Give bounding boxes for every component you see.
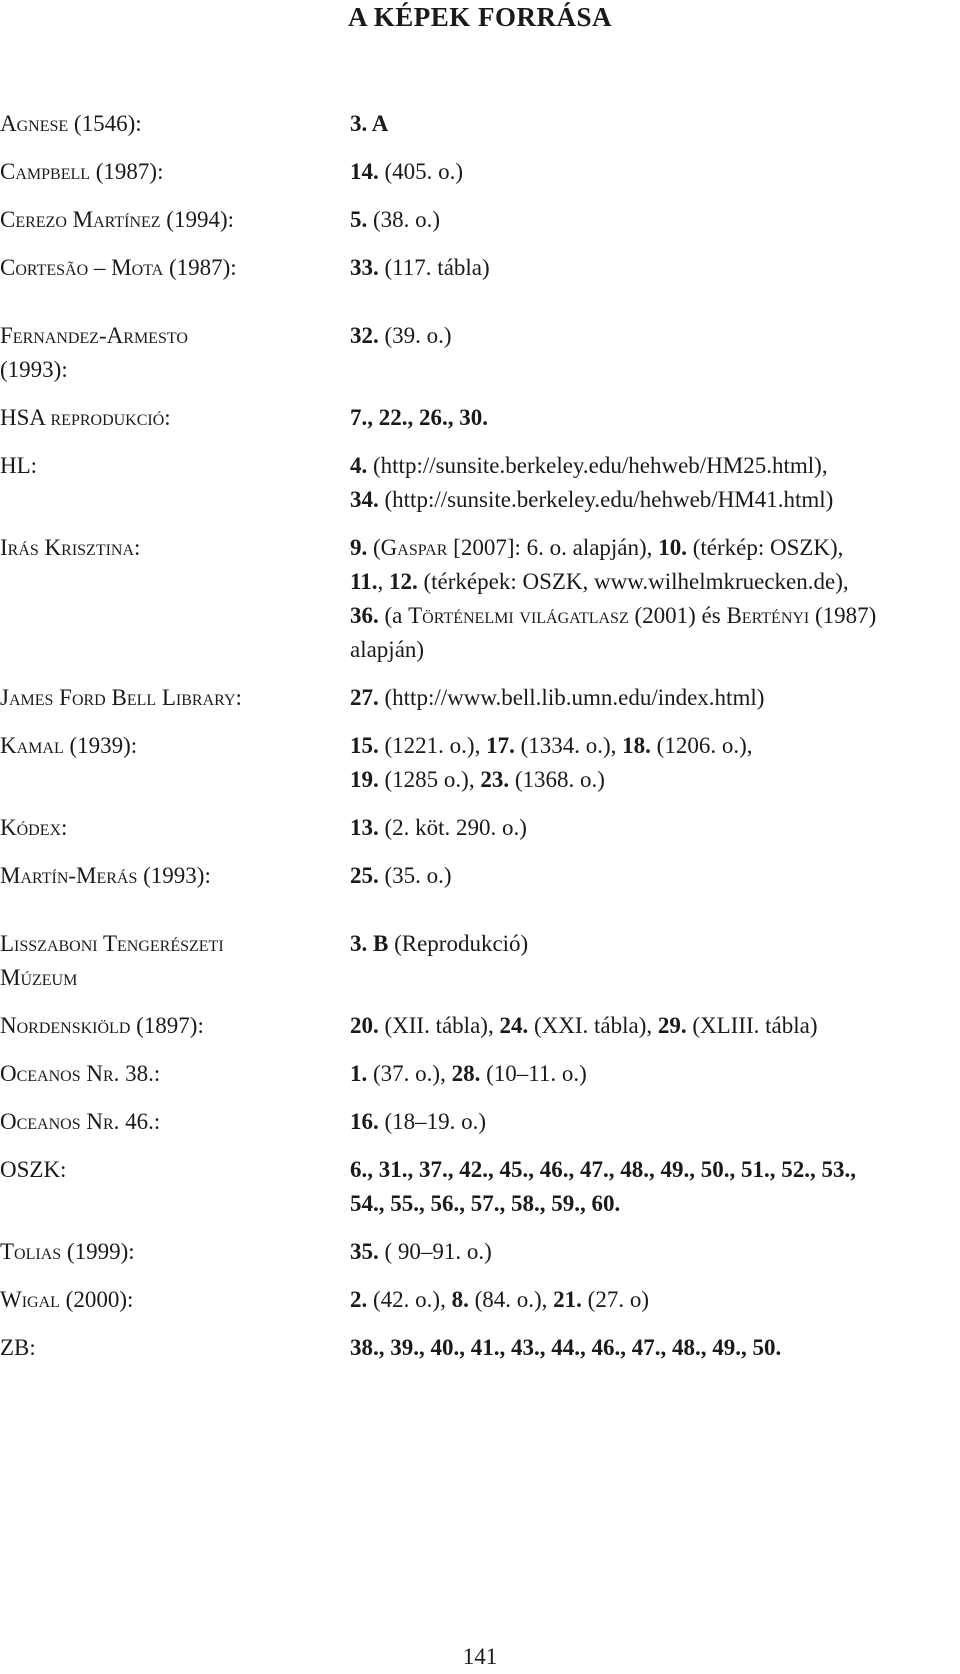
reference-line — [350, 1009, 910, 1043]
figure-references — [350, 107, 910, 141]
source-entry — [0, 729, 960, 797]
figure-number: 2. — [350, 1287, 368, 1312]
source-entry — [0, 1009, 960, 1043]
source-name-line: Múzeum — [0, 965, 78, 990]
figure-number: 24. — [499, 1013, 529, 1038]
reference-line — [350, 155, 910, 189]
reference-text: [2007]: 6. o. alapján), — [447, 535, 659, 560]
figure-references — [350, 1283, 910, 1317]
figure-number: 3. A — [350, 111, 389, 136]
source-name-line: Oceanos Nr. 38.: — [0, 1061, 161, 1086]
source-name — [0, 681, 340, 715]
source-entry — [0, 1057, 960, 1091]
reference-line — [350, 1153, 910, 1187]
figure-number: 13. — [350, 815, 379, 840]
source-name — [0, 449, 340, 483]
source-entry — [0, 449, 960, 517]
figure-number: 1. — [350, 1061, 368, 1086]
reference-text: (117. tábla) — [378, 255, 490, 280]
reference-line — [350, 107, 910, 141]
source-name-line: Martín-Merás (1993): — [0, 863, 211, 888]
source-name — [0, 1331, 340, 1365]
reference-line — [350, 1283, 910, 1317]
source-entry — [0, 319, 960, 387]
reference-text: (http://sunsite.berkeley.edu/hehweb/HM41.html) — [378, 487, 834, 512]
figure-number: 17. — [486, 733, 515, 758]
source-name — [0, 859, 340, 893]
reference-text: ( 90–91. o.) — [378, 1239, 492, 1264]
reference-line — [350, 633, 910, 667]
figure-references — [350, 1331, 910, 1365]
figure-references — [350, 401, 910, 435]
reference-line — [350, 483, 910, 517]
reference-text: (1206. o.), — [650, 733, 753, 758]
figure-number: 36. — [350, 603, 379, 628]
source-name-line: ZB: — [0, 1335, 36, 1360]
reference-text: (a — [378, 603, 409, 628]
figure-references — [350, 319, 910, 353]
source-name — [0, 251, 340, 285]
source-entry — [0, 1331, 960, 1365]
reference-line — [350, 927, 910, 961]
source-name-line: Kamal (1939): — [0, 733, 138, 758]
source-name — [0, 1057, 340, 1091]
page-title: A KÉPEK FORRÁSA — [347, 2, 613, 32]
figure-number: 33. — [350, 255, 379, 280]
reference-text: (1368. o.) — [509, 767, 605, 792]
figure-references — [350, 1057, 910, 1091]
reference-text: (38. o.) — [367, 207, 441, 232]
source-name-line: HL: — [0, 453, 38, 478]
source-name-line: Agnese (1546): — [0, 111, 142, 136]
reference-text: (27. o) — [581, 1287, 649, 1312]
source-name — [0, 1283, 340, 1317]
source-name — [0, 531, 340, 565]
reference-line — [350, 449, 910, 483]
reference-text: (XLIII. tábla) — [686, 1013, 818, 1038]
reference-line — [350, 763, 910, 797]
figure-number: 11. — [350, 569, 378, 594]
figure-references — [350, 729, 910, 797]
source-entry — [0, 1153, 960, 1221]
source-entry — [0, 531, 960, 667]
figure-number: 16. — [350, 1109, 379, 1134]
figure-number: 9. — [350, 535, 368, 560]
reference-text: (http://www.bell.lib.umn.edu/index.html) — [378, 685, 765, 710]
reference-text: (10–11. o.) — [480, 1061, 587, 1086]
source-name-line: Wigal (2000): — [0, 1287, 134, 1312]
source-name — [0, 927, 340, 995]
figure-references — [350, 449, 910, 517]
source-entry — [0, 927, 960, 995]
source-name — [0, 1009, 340, 1043]
reference-text: (42. o.), — [367, 1287, 452, 1312]
source-name — [0, 401, 340, 435]
figure-references — [350, 1009, 910, 1043]
source-name-line: Kódex: — [0, 815, 68, 840]
figure-number: 19. — [350, 767, 379, 792]
source-entry — [0, 155, 960, 189]
figure-number: 4. — [350, 453, 368, 478]
reference-text: (XII. tábla), — [378, 1013, 500, 1038]
reference-text: (térképek: OSZK, www.wilhelmkruecken.de), — [417, 569, 849, 594]
figure-number: 18. — [622, 733, 651, 758]
figure-number: 5. — [350, 207, 368, 232]
source-name — [0, 155, 340, 189]
reference-text: (2001) és — [628, 603, 727, 628]
figure-number: 29. — [657, 1013, 687, 1038]
reference-text: ( — [367, 535, 381, 560]
source-name-line: James Ford Bell Library: — [0, 685, 242, 710]
source-entry — [0, 107, 960, 141]
reference-line — [350, 251, 910, 285]
reference-line — [350, 319, 910, 353]
reference-text: (39. o.) — [378, 323, 452, 348]
source-name-line: Oceanos Nr. 46.: — [0, 1109, 161, 1134]
page-number: 141 — [462, 1644, 498, 1669]
reference-line — [350, 1187, 910, 1221]
source-entry — [0, 681, 960, 715]
reference-text: (XXI. tábla), — [528, 1013, 658, 1038]
reference-line — [350, 681, 910, 715]
reference-line — [350, 565, 910, 599]
figure-number: 28. — [451, 1061, 481, 1086]
source-list — [0, 107, 960, 1379]
figure-number: 8. — [451, 1287, 469, 1312]
figure-references — [350, 927, 910, 961]
cited-name: Bertényi — [726, 603, 810, 628]
figure-number: 20. — [350, 1013, 379, 1038]
reference-line — [350, 1331, 910, 1365]
source-name-line: (1993): — [0, 357, 68, 382]
figure-number: 35. — [350, 1239, 379, 1264]
reference-text: (1285 o.), — [378, 767, 481, 792]
figure-references — [350, 203, 910, 237]
figure-number: 34. — [350, 487, 379, 512]
figure-number: 12. — [388, 569, 418, 594]
source-name-line: Cortesão – Mota (1987): — [0, 255, 237, 280]
figure-number: 25. — [350, 863, 379, 888]
figure-references — [350, 531, 910, 667]
reference-line — [350, 811, 910, 845]
reference-line — [350, 203, 910, 237]
figure-number: 14. — [350, 159, 379, 184]
reference-text: (37. o.), — [367, 1061, 452, 1086]
reference-text: (1334. o.), — [514, 733, 623, 758]
source-name-line: Campbell (1987): — [0, 159, 164, 184]
reference-text: (Reprodukció) — [388, 931, 529, 956]
source-name-line: Nordenskiöld (1897): — [0, 1013, 204, 1038]
source-entry — [0, 811, 960, 845]
reference-text: (84. o.), — [468, 1287, 554, 1312]
figure-references — [350, 1235, 910, 1269]
source-entry — [0, 1235, 960, 1269]
source-name — [0, 811, 340, 845]
reference-text: , — [377, 569, 389, 594]
source-name-line: OSZK: — [0, 1157, 67, 1182]
figure-references — [350, 681, 910, 715]
reference-line — [350, 859, 910, 893]
figure-references — [350, 1153, 910, 1221]
source-entry — [0, 401, 960, 435]
reference-text: alapján) — [350, 637, 425, 662]
cited-name: Történelmi világatlasz — [408, 603, 629, 628]
reference-text: (405. o.) — [378, 159, 464, 184]
source-entry — [0, 1283, 960, 1317]
figure-number: 32. — [350, 323, 379, 348]
figure-references — [350, 811, 910, 845]
source-name — [0, 1153, 340, 1187]
figure-number: 38., 39., 40., 41., 43., 44., 46., 47., 48., 49., 50. — [350, 1335, 782, 1360]
figure-references — [350, 1105, 910, 1139]
source-name-line: Lisszaboni Tengerészeti — [0, 931, 224, 956]
figure-number: 15. — [350, 733, 379, 758]
reference-text: (18–19. o.) — [378, 1109, 487, 1134]
source-entry — [0, 1105, 960, 1139]
figure-number: 21. — [553, 1287, 582, 1312]
figure-number: 7., 22., 26., 30. — [350, 405, 488, 430]
source-name-line: Tolias (1999): — [0, 1239, 135, 1264]
figure-number: 10. — [658, 535, 687, 560]
source-name — [0, 1105, 340, 1139]
figure-number: 23. — [480, 767, 510, 792]
source-name — [0, 319, 340, 387]
source-entry — [0, 859, 960, 893]
reference-line — [350, 729, 910, 763]
source-name-line: Fernandez-Armesto — [0, 323, 188, 348]
reference-line — [350, 401, 910, 435]
cited-name: Gaspar — [380, 535, 448, 560]
reference-text: (1221. o.), — [378, 733, 487, 758]
figure-references — [350, 251, 910, 285]
reference-line — [350, 599, 910, 633]
reference-line — [350, 1235, 910, 1269]
figure-number: 54., 55., 56., 57., 58., 59., 60. — [350, 1191, 621, 1216]
source-name — [0, 107, 340, 141]
reference-text: (http://sunsite.berkeley.edu/hehweb/HM25.html), — [367, 453, 828, 478]
reference-line — [350, 1105, 910, 1139]
figure-number: 27. — [350, 685, 379, 710]
reference-text: (35. o.) — [378, 863, 452, 888]
figure-references — [350, 859, 910, 893]
source-name-line: Cerezo Martínez (1994): — [0, 207, 235, 232]
source-entry — [0, 203, 960, 237]
source-entry — [0, 251, 960, 285]
source-name — [0, 1235, 340, 1269]
source-name — [0, 729, 340, 763]
figure-number: 6., 31., 37., 42., 45., 46., 47., 48., 49., 50., 51., 52., 53., — [350, 1157, 856, 1182]
reference-text: (2. köt. 290. o.) — [378, 815, 527, 840]
reference-line — [350, 1057, 910, 1091]
source-name-line: Irás Krisztina: — [0, 535, 141, 560]
source-name — [0, 203, 340, 237]
reference-text: (1987) — [809, 603, 877, 628]
reference-line — [350, 531, 910, 565]
figure-references — [350, 155, 910, 189]
reference-text: (térkép: OSZK), — [686, 535, 844, 560]
figure-number: 3. B — [350, 931, 389, 956]
source-name-line: HSA reprodukció: — [0, 405, 171, 430]
